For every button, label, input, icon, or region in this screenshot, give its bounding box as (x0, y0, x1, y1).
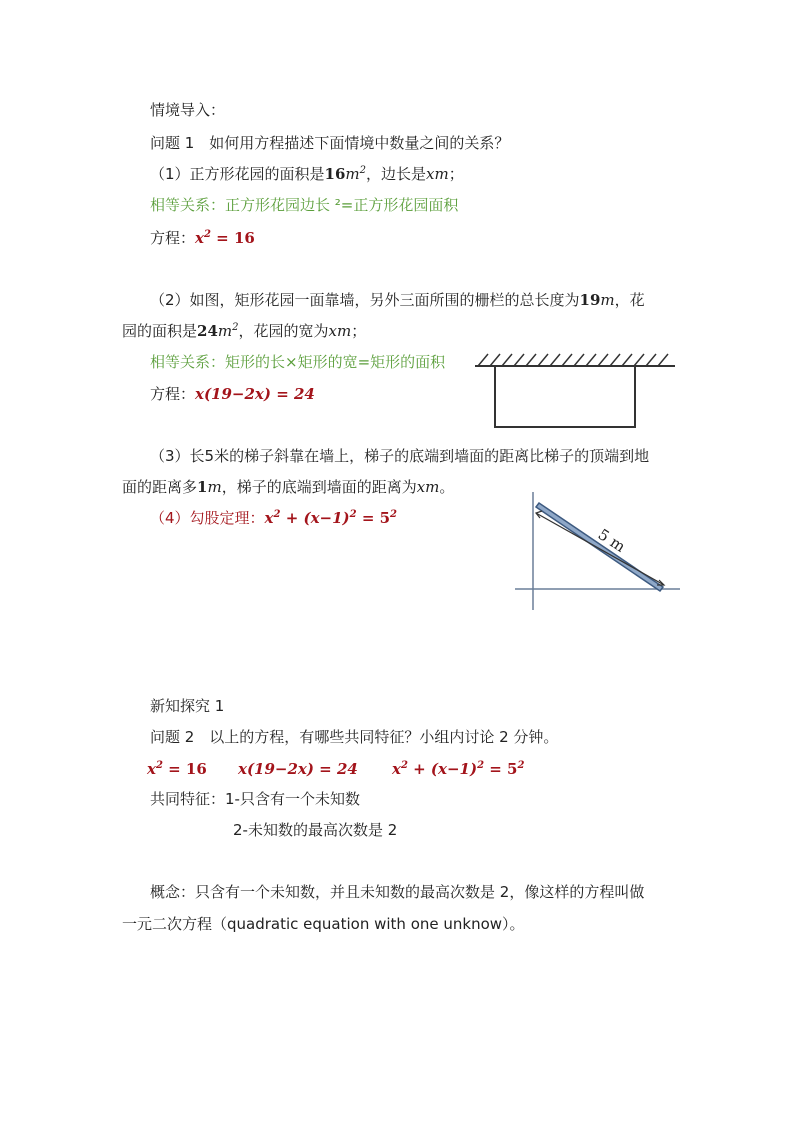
equation-2: x(19−2x) = 24 (238, 760, 358, 778)
case-2-equation: 方程：x(19−2x) = 24 (150, 385, 315, 403)
case-1-relation: 相等关系：正方形花园边长 ²=正方形花园面积 (150, 196, 459, 214)
concept-line-1: 概念：只含有一个未知数，并且未知数的最高次数是 2，像这样的方程叫做 (150, 883, 645, 901)
case-1-text: （1）正方形花园的面积是$16m^2$，边长是xm； (150, 165, 464, 183)
ladder-length-label: 5 m (594, 525, 629, 556)
case-1-equation: 方程：$x^2 = 16$ (150, 229, 255, 247)
question-2: 问题 2 以上的方程，有哪些共同特征？小组内讨论 2 分钟。 (150, 728, 559, 746)
ladder-figure (512, 490, 687, 615)
case-2-line-2: 园的面积是$24m^2$，花园的宽为xm； (122, 322, 367, 340)
case-4-pythagorean: （4）勾股定理：$x^2 + (x-1)^2 = 5^2$ (150, 509, 398, 527)
section-heading-intro: 情境导入： (150, 101, 226, 119)
concept-line-2: 一元二次方程（quadratic equation with one unknow）。 (122, 915, 525, 933)
case-2-line-1: （2）如图，矩形花园一面靠墙，另外三面所围的栅栏的总长度为19m，花 (150, 291, 645, 309)
common-feature-1: 共同特征：1-只含有一个未知数 (150, 790, 360, 808)
equations-row: $x^2 = 16$ (147, 760, 207, 778)
common-feature-2: 2-未知数的最高次数是 2 (233, 821, 398, 839)
equation-3: $x^2 + (x-1)^2 = 5^2$ (392, 760, 525, 778)
case-2-relation: 相等关系：矩形的长×矩形的宽=矩形的面积 (150, 353, 446, 371)
case-3-line-2: 面的距离多1m，梯子的底端到墙面的距离为xm。 (122, 478, 455, 496)
section-heading-explore: 新知探究 1 (150, 697, 225, 715)
garden-wall-figure (470, 348, 680, 428)
case-3-line-1: （3）长5米的梯子斜靠在墙上，梯子的底端到墙面的距离比梯子的顶端到地 (150, 447, 650, 465)
question-1: 问题 1 如何用方程描述下面情境中数量之间的关系？ (150, 134, 510, 152)
